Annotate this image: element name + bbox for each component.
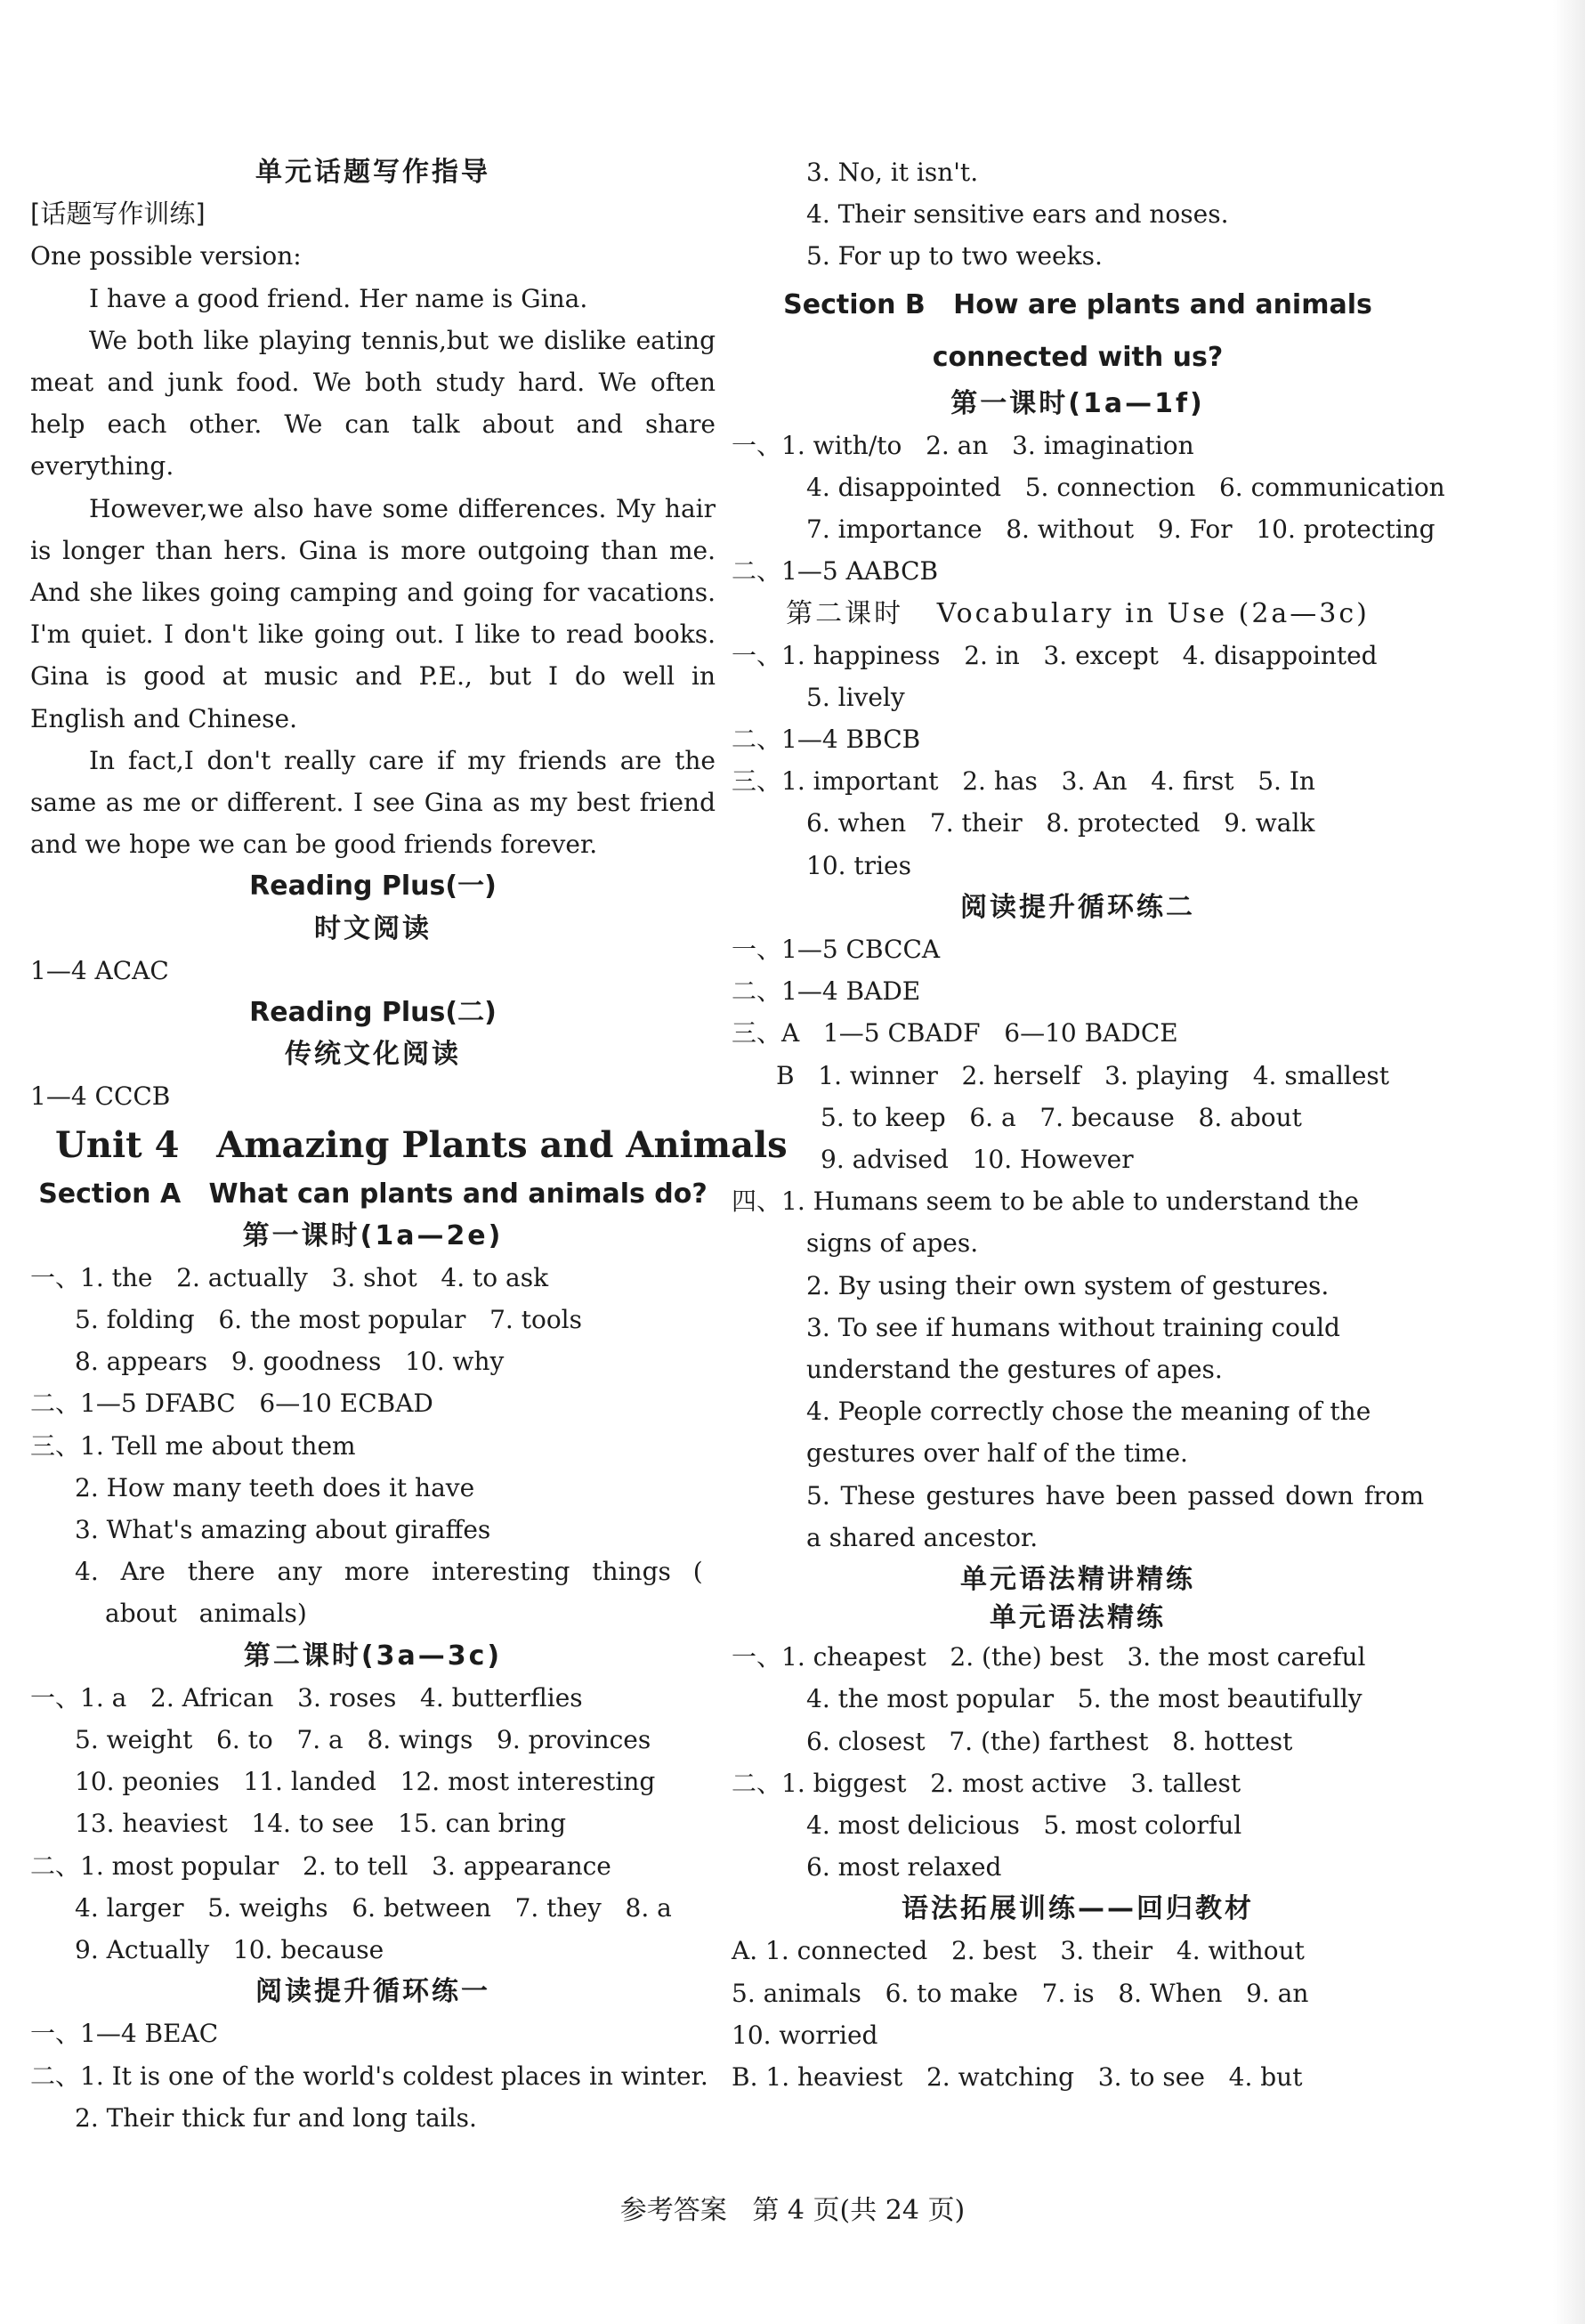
section-b-title: Section B How are plants and animals <box>783 288 1372 320</box>
b-lesson-2-title: 第二课时 Vocabulary in Use (2a—3c) <box>786 597 1370 629</box>
answer-line: 一、1. cheapest 2. (the) best 3. the most careful <box>732 1642 1366 1672</box>
answer-line: 4. the most popular 5. the most beautifully <box>806 1684 1363 1714</box>
left-column <box>30 151 788 2139</box>
answer-line: 二、1—5 DFABC 6—10 ECBAD <box>30 1389 433 1419</box>
answer-line: 4. People correctly chose the meaning of the gestures over half of the time. <box>806 1397 1371 1469</box>
grammar-title: 单元语法精讲精练 <box>960 1563 1195 1595</box>
answer-line: 3. To see if humans without training could understand the gestures of apes. <box>806 1312 1340 1384</box>
answer-line: 10. worried <box>732 2020 878 2050</box>
answer-line: 三、A 1—5 CBADF 6—10 BADCE <box>732 1018 1178 1049</box>
answer-line: 一、1. with/to 2. an 3. imagination <box>732 430 1194 460</box>
answer-line: 5. lively <box>806 682 905 712</box>
page-footer: 参考答案 第 4 页(共 24 页) <box>619 2195 966 2226</box>
answer-line: 二、1. biggest 2. most active 3. tallest <box>732 1768 1241 1798</box>
answer-line: 一、1—5 CBCCA <box>732 935 941 964</box>
answer-line: 三、1. important 2. has 3. An 4. first 5. In <box>732 766 1315 797</box>
essay-paragraph: However,we also have some differences. My hair is longer than hers. Gina is more outgoing than me. And she likes going camping and going for vacations. I'm quiet. I don't like going out. I like to read books. Gina is good at music and P.E., but I do well in English and Chinese. <box>30 493 716 733</box>
answer-line: 5. to keep 6. a 7. because 8. about <box>821 1102 1302 1132</box>
reading-plus-1-title: Reading Plus(一) <box>249 870 497 903</box>
answer-line: A. 1. connected 2. best 3. their 4. without <box>732 1936 1305 1966</box>
answer-line: 5. These gestures have been passed down from a shared ancestor. <box>806 1480 1424 1552</box>
answer-line: 7. importance 8. without 9. For 10. protecting <box>806 514 1435 545</box>
reading-cycle-2-title: 阅读提升循环练二 <box>960 891 1195 923</box>
answer-line: 4. Are there any more interesting things ( about animals) <box>75 1557 703 1629</box>
answer-line: B 1. winner 2. herself 3. playing 4. smallest <box>776 1060 1390 1090</box>
answer-line: 一、1. a 2. African 3. roses 4. butterflies <box>30 1682 583 1713</box>
answer-line: 5. For up to two weeks. <box>806 241 1103 271</box>
answer-line: 3. What's amazing about giraffes <box>75 1515 491 1545</box>
answer-line: 6. closest 7. (the) farthest 8. hottest <box>806 1726 1293 1756</box>
essay-paragraph: In fact,I don't really care if my friends are the same as me or different. I see Gina as my best friend and we hope we can be good friends forever. <box>30 745 716 860</box>
answer-line: 二、1. It is one of the world's coldest places in winter. <box>30 2061 708 2091</box>
answer-line: 四、1. Humans seem to be able to understand the signs of apes. <box>732 1186 1360 1259</box>
answer-line: 一、1. the 2. actually 3. shot 4. to ask <box>30 1262 549 1292</box>
answer-line: 13. heaviest 14. to see 15. can bring <box>75 1809 567 1839</box>
lesson-1-title: 第一课时(1a—2e) <box>242 1219 504 1251</box>
reading-plus-2-title: Reading Plus(二) <box>249 996 497 1028</box>
lesson-2-title: 第二课时(3a—3c) <box>243 1640 503 1672</box>
answer-line: 4. disappointed 5. connection 6. communication <box>806 472 1445 502</box>
unit-title: Unit 4 Amazing Plants and Animals <box>55 1123 788 1166</box>
page-edge-shadow <box>1553 0 1585 2324</box>
answer-line: 5. animals 6. to make 7. is 8. When 9. an <box>732 1978 1309 2008</box>
answer-line: 5. weight 6. to 7. a 8. wings 9. provinces <box>75 1725 651 1754</box>
writing-guide-title: 单元话题写作指导 <box>255 157 490 188</box>
answer-line: 2. By using their own system of gestures. <box>806 1270 1330 1300</box>
b-lesson-1-title: 第一课时(1a—1f) <box>950 387 1205 419</box>
answer-line: 2. How many teeth does it have <box>75 1472 475 1502</box>
answer-line: 一、1. happiness 2. in 3. except 4. disappointed <box>732 640 1378 670</box>
version-label: One possible version: <box>30 241 302 271</box>
answer-line: 二、1—5 AABCB <box>732 556 939 587</box>
essay-paragraph: We both like playing tennis,but we dislike eating meat and junk food. We both study hard. We often help each other. We can talk about and share everything. <box>30 325 716 482</box>
answer-line: 9. advised 10. However <box>821 1144 1134 1174</box>
answer-line: 10. peonies 11. landed 12. most interesting <box>75 1767 656 1797</box>
answer-line: 9. Actually 10. because <box>75 1934 384 1964</box>
answer-line: 4. most delicious 5. most colorful <box>806 1810 1242 1840</box>
section-b-title-cont: connected with us? <box>932 341 1224 373</box>
answer-line: 二、1—4 BADE <box>732 976 921 1007</box>
answer-line: 一、1—4 BEAC <box>30 2019 219 2049</box>
reading-plus-2-subtitle: 传统文化阅读 <box>285 1039 461 1071</box>
reading-cycle-1-title: 阅读提升循环练一 <box>255 1976 490 2008</box>
answer-line: 2. Their thick fur and long tails. <box>75 2102 477 2133</box>
answer-line: 6. most relaxed <box>806 1852 1002 1883</box>
grammar-extension-title: 语法拓展训练——回归教材 <box>902 1893 1254 1925</box>
answer-line: 二、1—4 BBCB <box>732 725 921 755</box>
essay-paragraph: I have a good friend. Her name is Gina. <box>89 283 588 313</box>
answer-line: 6. when 7. their 8. protected 9. walk <box>806 808 1315 838</box>
grammar-subtitle: 单元语法精练 <box>990 1602 1166 1634</box>
answer-line: 5. folding 6. the most popular 7. tools <box>75 1305 583 1335</box>
answer-line: 4. larger 5. weighs 6. between 7. they 8. a <box>75 1892 672 1923</box>
answer-line: 二、1. most popular 2. to tell 3. appearance <box>30 1850 611 1881</box>
writing-training-label: [话题写作训练] <box>30 198 206 230</box>
answer-line: 10. tries <box>806 850 911 880</box>
right-column <box>732 151 1445 2098</box>
reading-plus-2-answers: 1—4 CCCB <box>30 1081 171 1112</box>
answer-line: 三、1. Tell me about them <box>30 1430 356 1461</box>
reading-plus-1-subtitle: 时文阅读 <box>314 912 432 944</box>
reading-plus-1-answers: 1—4 ACAC <box>30 955 169 985</box>
answer-line: 4. Their sensitive ears and noses. <box>806 199 1229 230</box>
answer-line: 8. appears 9. goodness 10. why <box>75 1347 505 1377</box>
section-a-title: Section A What can plants and animals do? <box>38 1178 708 1210</box>
answer-line: B. 1. heaviest 2. watching 3. to see 4. but <box>732 2062 1303 2092</box>
answer-line: 3. No, it isn't. <box>806 158 979 187</box>
